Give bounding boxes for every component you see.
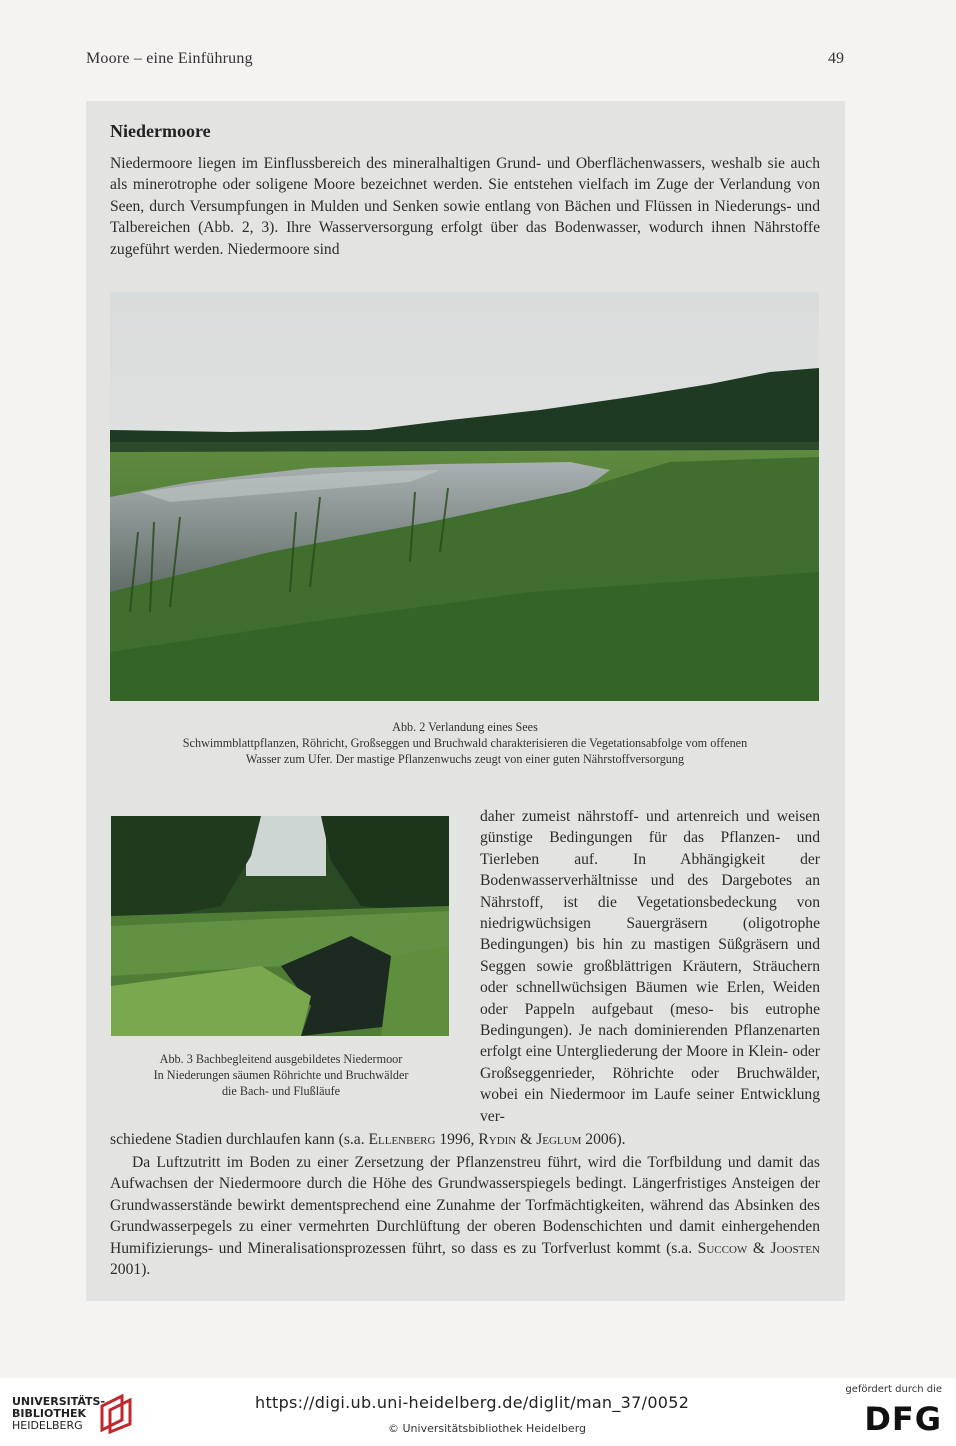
page-header <box>86 50 844 74</box>
section-title: Niedermoore <box>110 121 211 141</box>
dfg-logo: DFG <box>864 1400 942 1438</box>
citation-joosten: Joosten <box>770 1239 820 1257</box>
figure-3-caption <box>111 1051 451 1099</box>
lake-silting-illustration <box>110 292 819 701</box>
continuation-text-d: 2006). <box>581 1131 626 1148</box>
figure-2-caption <box>110 719 820 767</box>
continuation-line <box>110 1129 820 1150</box>
dfg-funding-logo <box>832 1384 942 1440</box>
figure-3-caption-line-2: die Bach- und Flußläufe <box>221 1084 341 1098</box>
continuation-text-b: 1996, <box>435 1131 479 1148</box>
source-url-link[interactable]: https://digi.ub.uni-heidelberg.de/diglit/man_37/0052 <box>255 1393 690 1412</box>
library-logo <box>12 1386 136 1438</box>
running-title: Moore – eine Einführung <box>86 50 253 67</box>
brook-fen-illustration <box>111 816 449 1036</box>
figure-2-caption-line-2: Wasser zum Ufer. Der mastige Pflanzenwuchs zeugt von einer guten Nährstoffversorgung <box>245 752 685 766</box>
figure-3-caption-line-1: In Niederungen säumen Röhrichte und Bruchwälder <box>153 1068 409 1082</box>
library-name-line-2: BIBLIOTHEK <box>12 1407 87 1420</box>
paragraph-2-text-c: 2001). <box>110 1261 151 1279</box>
figure-2-caption-line-1: Schwimmblattpflanzen, Röhricht, Großseggen und Bruchwald charakterisieren die Vegetationsabfolge vom offenen <box>182 736 748 750</box>
digitization-footer <box>0 1378 956 1446</box>
figure-3-title: Abb. 3 Bachbegleitend ausgebildetes Niedermoor <box>159 1052 403 1066</box>
peat-formation-paragraph <box>110 1152 820 1280</box>
lake-silting-photo <box>110 292 819 701</box>
brook-fen-photo <box>111 816 449 1036</box>
library-emblem-icon <box>96 1392 136 1434</box>
paragraph-2-text-b: & <box>747 1239 771 1257</box>
library-name-line-3: HEIDELBERG <box>12 1419 83 1432</box>
library-name-line-1: UNIVERSITÄTS- <box>12 1395 106 1408</box>
page-number: 49 <box>828 50 844 67</box>
citation-rydin: Rydin <box>478 1131 517 1148</box>
funding-caption: gefördert durch die <box>845 1384 942 1395</box>
side-paragraph: daher zumeist nährstoff- und artenreich und weisen günstige Bedingungen für das Pflanzen- und Tierleben auf. In Abhängigkeit der Bodenwasserverhältnisse und des Dargebotes an Nährstoff, ist die Vegetationsbedeckung von niedrigwüchsigen Sauergräsern (oligotrophe Bedingungen) bis hin zu mastigen Süßgräsern und Seggen sowie großblättrigen Kräutern, Sträuchern oder schnellwüchsigen Bäumen wie Erlen, Weiden oder Pappeln aufgebaut (meso- bis eutrophe Bedingungen). Je nach dominierenden Pflanzenarten erfolgt eine Untergliederung der Moore in Klein- oder Großseggenrieder, Röhrichte oder Bruchwälder, wobei ein Niedermoor im Laufe seiner Entwicklung ver- <box>480 808 820 1125</box>
intro-paragraph: Niedermoore liegen im Einflussbereich des mineralhaltigen Grund- und Oberflächenwassers, weshalb sie auch als minerotrophe oder soligene Moore bezeichnet werden. Sie entstehen vielfach im Zuge der Verlandung von Seen, durch Versumpfungen in Mulden und Senken sowie entlang von Bächen und Flüssen in Niederungs- und Talbereichen (Abb. 2, 3). Ihre Wasserversorgung erfolgt über das Bodenwasser, wodurch ihnen Nährstoffe zugeführt werden. Niedermoore sind <box>110 155 820 258</box>
citation-ellenberg: Ellenberg <box>368 1131 436 1148</box>
citation-jeglum: Jeglum <box>536 1131 582 1148</box>
paragraph-2-text-a: Da Luftzutritt im Boden zu einer Zersetzung der Pflanzenstreu führt, wird die Torfbildung und damit das Aufwachsen der Niedermoore durch die Höhe des Grundwasserspiegels bedingt. Längerfristiges Ansteigen der Grundwasserstände bewirkt dementsprechend eine Zunahme der Torfmächtigkeiten, während das Absinken des Grundwasserpegels zu einer vermehrten Durchlüftung der oberen Bodenschichten und damit einhergehenden Humifizierungs- und Mineralisationsprozessen führt, so dass es zu Torfverlust kommt (s.a. <box>110 1154 820 1257</box>
copyright-notice: © Universitätsbibliothek Heidelberg <box>388 1422 587 1435</box>
content-box <box>86 101 845 1301</box>
citation-succow: Succow <box>697 1239 748 1257</box>
figure-2-title: Abb. 2 Verlandung eines Sees <box>392 720 538 734</box>
continuation-text-c: & <box>516 1131 537 1148</box>
continuation-text-a: schiedene Stadien durchlaufen kann (s.a. <box>110 1131 369 1148</box>
